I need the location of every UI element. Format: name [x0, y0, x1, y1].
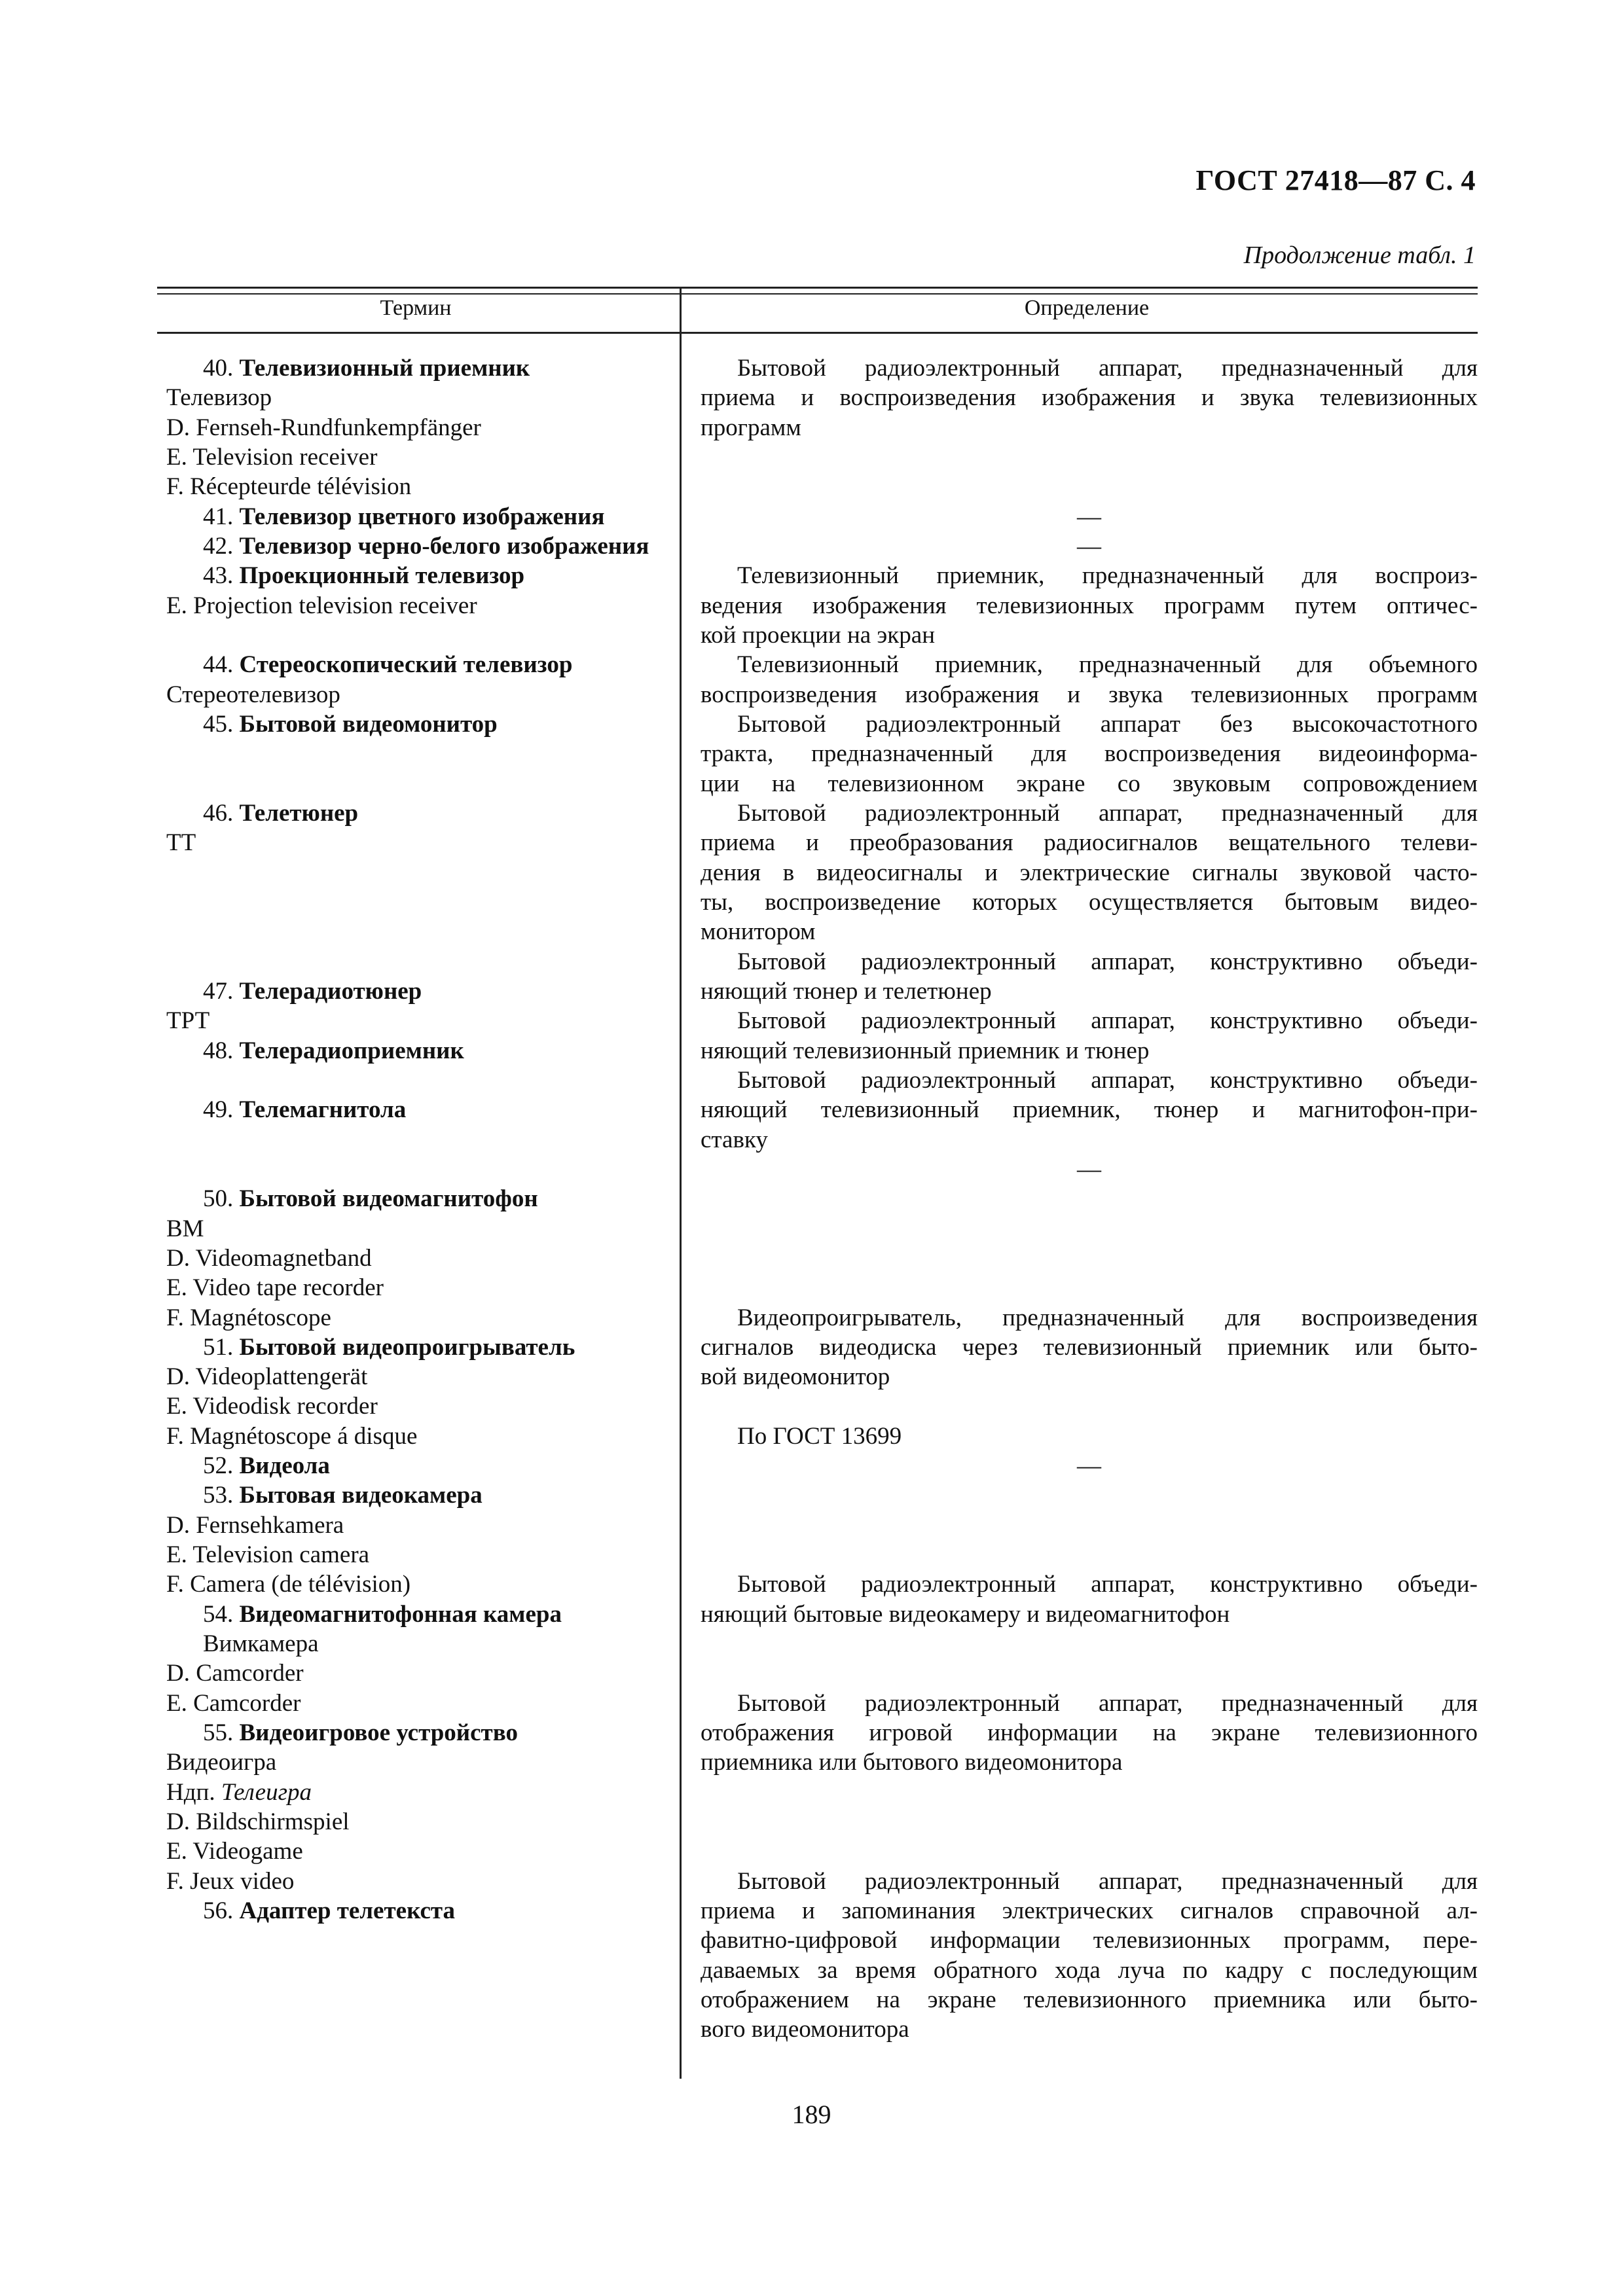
term-entry — [166, 561, 677, 590]
term-text: ВМ — [166, 1215, 204, 1242]
term-text: E. Video tape recorder — [166, 1274, 384, 1302]
definition-line: приема и преобразования радиосигналов вещательного телеви- — [701, 829, 1478, 857]
term-text: F. Récepteurde télévision — [166, 473, 412, 501]
term-spacer — [166, 858, 677, 888]
term-text: ТТ — [166, 829, 196, 857]
definition-line: Бытовой радиоэлектронный аппарат, конструктивно объеди- — [737, 1007, 1478, 1035]
terms-column — [166, 353, 677, 1926]
term-entry — [166, 709, 677, 739]
term-number: 51. — [203, 1333, 240, 1361]
term-number: 46. — [203, 799, 240, 827]
term-synonym — [166, 383, 677, 412]
term-synonym — [166, 1244, 677, 1273]
term-synonym — [166, 442, 677, 472]
definition-line: вой видеомонитор — [701, 1363, 890, 1391]
definition-line: приемника или бытового видеомонитора — [701, 1749, 1123, 1776]
term-synonym — [166, 1867, 677, 1896]
term-text: Ндп. — [166, 1778, 221, 1806]
term-text: E. Camcorder — [166, 1689, 301, 1717]
definition-spacer — [701, 1480, 1478, 1510]
term-number: 41. — [203, 503, 240, 530]
term-synonym — [166, 680, 677, 709]
definition-line: фавитно-цифровой информации телевизионных программ, пере- — [701, 1927, 1478, 1954]
definition-line: воспроизведения изображения и звука телевизионных программ — [701, 681, 1478, 708]
definition-line: сигналов видеодиска через телевизионный приемник или быто- — [701, 1333, 1478, 1361]
term-text: E. Videogame — [166, 1838, 303, 1865]
column-header-definition: Определение — [1024, 296, 1150, 320]
term-text: E. Projection television receiver — [166, 592, 477, 619]
definition-line: программ — [701, 414, 801, 441]
term-synonym — [166, 1778, 677, 1807]
term-number: 42. — [203, 532, 240, 560]
definition-line: Видеопроигрыватель, предназначенный для воспроизведения — [737, 1304, 1478, 1331]
definition-spacer — [701, 1184, 1478, 1213]
term-name: Телемагнитола — [239, 1096, 407, 1124]
term-spacer — [166, 1155, 677, 1184]
definition-spacer — [701, 1778, 1478, 1807]
term-text: D. Fernseh-Rundfunkempfänger — [166, 414, 481, 441]
term-entry — [166, 650, 677, 679]
term-synonym — [166, 472, 677, 501]
term-text: D. Camcorder — [166, 1660, 304, 1687]
term-synonym — [166, 591, 677, 620]
definition-line: тракта, предназначенный для воспроизведения видеоинформа- — [701, 740, 1478, 768]
definition-spacer — [701, 1244, 1478, 1273]
definition-line: няющий бытовые видеокамеру и видеомагнитофон — [701, 1600, 1230, 1628]
term-spacer — [166, 1066, 677, 1095]
term-number: 49. — [203, 1096, 240, 1124]
definition-line: ции на телевизионном экране со звуковым сопровождением — [701, 770, 1478, 797]
column-header-term: Термин — [380, 296, 452, 320]
definition-line: Бытовой радиоэлектронный аппарат, конструктивно объеди- — [737, 1066, 1478, 1094]
definition-dash: — — [1077, 1155, 1101, 1183]
term-text: E. Videodisk recorder — [166, 1393, 378, 1420]
term-text: D. Fernsehkamera — [166, 1511, 344, 1539]
term-synonym — [166, 1659, 677, 1688]
term-number: 53. — [203, 1482, 240, 1509]
definition-line: Бытовой радиоэлектронный аппарат, конструктивно объеди- — [737, 948, 1478, 975]
term-text: D. Videoplattengerät — [166, 1363, 368, 1391]
term-entry — [166, 977, 677, 1006]
term-synonym — [166, 1273, 677, 1302]
definition-dash: — — [1077, 503, 1101, 530]
term-name: Телевизионный приемник — [239, 355, 530, 382]
definition-line: Телевизионный приемник, предназначенный для воспроиз- — [737, 562, 1478, 590]
definitions-column — [701, 353, 1478, 2045]
term-name: Бытовой видеомонитор — [239, 710, 498, 738]
term-text: Видеоигра — [166, 1749, 277, 1776]
definition-line: отображением на экране телевизионного приемника или быто- — [701, 1986, 1478, 2014]
definition-spacer — [701, 1391, 1478, 1421]
term-entry — [166, 1333, 677, 1362]
definition-line: монитором — [701, 918, 816, 946]
term-synonym — [166, 1511, 677, 1540]
definition-line: вого видеомонитора — [701, 2016, 909, 2043]
term-synonym — [166, 1303, 677, 1333]
term-text: E. Television receiver — [166, 443, 378, 471]
term-name: Видеола — [239, 1452, 330, 1480]
term-entry — [166, 1451, 677, 1480]
term-text: F. Magnétoscope — [166, 1304, 331, 1331]
term-name: Видеомагнитофонная камера — [239, 1600, 562, 1628]
term-spacer — [166, 620, 677, 650]
term-synonym — [166, 828, 677, 857]
definition-spacer — [701, 1629, 1478, 1659]
term-entry — [166, 353, 677, 383]
term-synonym — [166, 1214, 677, 1244]
definition-line: даваемых за время обратного хода луча по кадру с последующим — [701, 1956, 1478, 1984]
definition-line: ведения изображения телевизионных программ путем оптичес- — [701, 592, 1478, 619]
term-name: Телерадиотюнер — [239, 977, 422, 1005]
term-text: F. Jeux video — [166, 1867, 295, 1895]
term-text: Стереотелевизор — [166, 681, 340, 708]
term-number: 44. — [203, 651, 240, 679]
definition-spacer — [701, 1807, 1478, 1837]
definition-line: Бытовой радиоэлектронный аппарат, предназначенный для — [737, 1867, 1478, 1895]
term-number: 45. — [203, 710, 240, 738]
term-number: 43. — [203, 562, 240, 590]
term-entry — [166, 1184, 677, 1213]
definition-spacer — [701, 1659, 1478, 1688]
term-number: 54. — [203, 1600, 240, 1628]
term-synonym — [166, 1006, 677, 1035]
definition-line: Бытовой радиоэлектронный аппарат, предназначенный для — [737, 1689, 1478, 1717]
term-spacer — [166, 947, 677, 977]
term-synonym — [166, 1362, 677, 1391]
definition-spacer — [701, 472, 1478, 501]
term-name: Бытовой видеопроигрыватель — [239, 1333, 575, 1361]
definition-line: отображения игровой информации на экране телевизионного — [701, 1719, 1478, 1747]
definition-dash: — — [1077, 1452, 1101, 1480]
term-number: 48. — [203, 1037, 240, 1064]
term-number: 47. — [203, 977, 240, 1005]
page-number: 189 — [792, 2100, 831, 2129]
term-text: E. Television camera — [166, 1541, 370, 1569]
definition-line: дения в видеосигналы и электрические сигналы звуковой часто- — [701, 859, 1478, 886]
term-entry — [166, 531, 677, 561]
definition-dash: — — [1077, 532, 1101, 560]
term-number: 55. — [203, 1719, 240, 1747]
term-spacer — [166, 888, 677, 917]
definition-line: Телевизионный приемник, предназначенный для объемного — [737, 651, 1478, 679]
definition-line: приема и воспроизведения изображения и звука телевизионных — [701, 384, 1478, 412]
definition-line: няющий телевизионный приемник и тюнер — [701, 1037, 1150, 1064]
term-text: Вимкамера — [203, 1630, 319, 1658]
term-text: D. Bildschirmspiel — [166, 1808, 350, 1836]
term-synonym — [166, 1837, 677, 1866]
term-entry — [166, 1718, 677, 1748]
term-name: Стереоскопический телевизор — [239, 651, 573, 679]
term-name: Адаптер телетекста — [239, 1897, 456, 1925]
term-synonym — [166, 413, 677, 442]
term-text: D. Videomagnetband — [166, 1244, 372, 1272]
term-number: 40. — [203, 355, 240, 382]
definition-line: По ГОСТ 13699 — [737, 1422, 902, 1450]
term-name: Бытовой видеомагнитофон — [239, 1185, 538, 1213]
definition-spacer — [701, 1540, 1478, 1570]
document-header: ГОСТ 27418—87 С. 4 — [1195, 164, 1476, 196]
term-number: 50. — [203, 1185, 240, 1213]
term-entry — [166, 1036, 677, 1066]
definition-line: Бытовой радиоэлектронный аппарат, конструктивно объеди- — [737, 1571, 1478, 1598]
term-entry — [166, 1480, 677, 1510]
term-entry — [166, 1600, 677, 1629]
definition-line: ты, воспроизведение которых осуществляется бытовым видео- — [701, 888, 1478, 916]
term-spacer — [166, 917, 677, 946]
table-top-rule-secondary — [157, 293, 1478, 295]
table-header-rule — [157, 332, 1478, 334]
term-number: 56. — [203, 1897, 240, 1925]
term-text: F. Camera (de télévision) — [166, 1571, 411, 1598]
definition-spacer — [701, 442, 1478, 472]
term-entry — [166, 1896, 677, 1926]
term-spacer — [166, 1125, 677, 1155]
term-synonym — [166, 1570, 677, 1599]
term-name: Бытовая видеокамера — [239, 1482, 483, 1509]
term-synonym — [166, 1540, 677, 1570]
definition-line: приема и запоминания электрических сигналов справочной ал- — [701, 1897, 1478, 1925]
definition-line: кой проекции на экран — [701, 621, 936, 649]
term-spacer — [166, 769, 677, 798]
term-synonym — [166, 1422, 677, 1451]
table-top-rule — [157, 287, 1478, 289]
table-continuation-note: Продолжение табл. 1 — [1243, 242, 1476, 269]
column-divider — [680, 287, 682, 2079]
term-synonym — [166, 1807, 677, 1837]
term-entry — [166, 798, 677, 828]
definition-spacer — [701, 1273, 1478, 1302]
definition-spacer — [701, 1837, 1478, 1866]
term-synonym — [166, 1391, 677, 1421]
term-entry — [166, 1095, 677, 1124]
definition-line: Бытовой радиоэлектронный аппарат без высокочастотного — [737, 710, 1478, 738]
definition-spacer — [701, 1511, 1478, 1540]
term-number: 52. — [203, 1452, 240, 1480]
term-name: Телетюнер — [239, 799, 359, 827]
deprecated-term: Телеигра — [221, 1778, 312, 1806]
term-text: Телевизор — [166, 384, 272, 412]
term-synonym — [166, 1748, 677, 1777]
term-spacer — [166, 739, 677, 768]
term-name: Видеоигровое устройство — [239, 1719, 518, 1747]
definition-line: няющий тюнер и телетюнер — [701, 977, 992, 1005]
definition-spacer — [701, 1214, 1478, 1244]
term-text: F. Magnétoscope á disque — [166, 1422, 418, 1450]
term-synonym — [166, 1689, 677, 1718]
definition-line: ставку — [701, 1126, 768, 1153]
term-name: Телевизор цветного изображения — [239, 503, 605, 530]
definition-line: няющий телевизионный приемник, тюнер и магнитофон-при- — [701, 1096, 1478, 1124]
term-name: Телерадиоприемник — [239, 1037, 464, 1064]
term-name: Телевизор черно-белого изображения — [239, 532, 649, 560]
term-entry — [166, 502, 677, 531]
definition-line: Бытовой радиоэлектронный аппарат, предназначенный для — [737, 799, 1478, 827]
term-name: Проекционный телевизор — [239, 562, 525, 590]
term-synonym — [166, 1629, 677, 1659]
definition-line: Бытовой радиоэлектронный аппарат, предназначенный для — [737, 355, 1478, 382]
term-text: ТРТ — [166, 1007, 210, 1035]
